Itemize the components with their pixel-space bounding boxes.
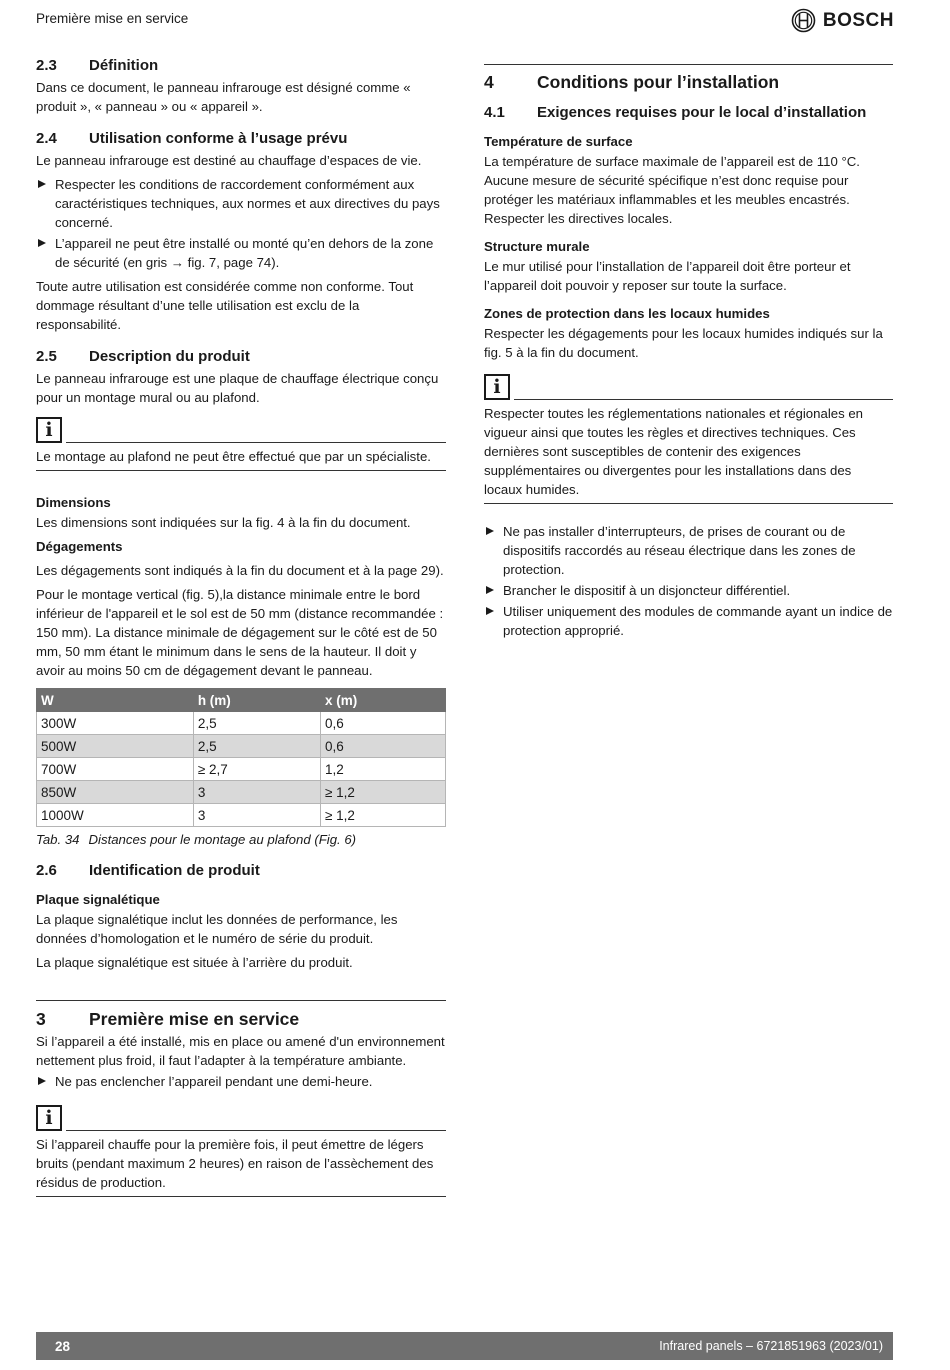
info-note	[36, 1105, 446, 1197]
clearances-heading: Dégagements	[36, 539, 123, 554]
right-column	[484, 64, 893, 645]
nameplate-text: La plaque signalétique inclut les données de performance, les données d’homologation et le numéro de série du produit.	[36, 912, 398, 946]
section-3-heading: 3 Première mise en service	[36, 1000, 446, 1029]
running-title: Première mise en service	[36, 11, 189, 26]
table-cell: ≥ 1,2	[321, 804, 446, 827]
section-2-3-heading: 2.3 Définition	[36, 57, 159, 74]
wall-structure-heading: Structure murale	[484, 239, 590, 254]
list-item: Ne pas installer d’interrupteurs, de prises de courant ou de dispositifs raccordés au réseau électrique dans les zones de protection.	[484, 522, 893, 579]
vertical-mounting-text: Pour le montage vertical (fig. 5),la distance minimale entre le bord inférieur de l'appareil et le sol est de 50 mm (distance recommandée : 150 mm). La distance minimale de dégagement sur le côté est de 50 mm, 50 mm étant le minimum dans le sens de la hauteur. Il doit y avoir au moins 50 cm de dégagement devant le panneau.	[36, 587, 444, 678]
section-2-5-heading: 2.5 Description du produit	[36, 348, 250, 365]
table-cell: 0,6	[321, 712, 446, 735]
nameplate-location-text: La plaque signalétique est située à l’arrière du produit.	[36, 955, 353, 970]
table-cell: ≥ 2,7	[193, 758, 320, 781]
table-cell: 3	[193, 804, 320, 827]
section-4-1-heading: 4.1 Exigences requises pour le local d’installation	[484, 104, 867, 121]
info-icon: i	[484, 374, 510, 400]
table-header-row	[37, 689, 446, 712]
table-cell: 300W	[37, 712, 194, 735]
column-header: x (m)	[321, 689, 446, 712]
wall-structure-text: Le mur utilisé pour l’installation de l’appareil doit être porteur et l’appareil doit pouvoir y reposer sur toute la surface.	[484, 259, 851, 293]
table-cell: 850W	[37, 781, 194, 804]
table-row	[37, 712, 446, 735]
bosch-logo	[791, 8, 894, 33]
product-description-text: Le panneau infrarouge est une plaque de chauffage électrique conçu pour un montage mural ou au plafond.	[36, 371, 439, 405]
intended-use-bullets	[36, 175, 446, 272]
table-cell: 700W	[37, 758, 194, 781]
wet-zones-heading: Zones de protection dans les locaux humides	[484, 306, 770, 321]
wet-zones-text: Respecter les dégagements pour les locaux humides indiqués sur la fig. 5 à la fin du document.	[484, 326, 883, 360]
table-cell: 0,6	[321, 735, 446, 758]
note-text: Si l’appareil chauffe pour la première fois, il peut émettre de légers bruits (pendant maximum 2 heures) en raison de l’assèchement des résidus de production.	[36, 1137, 434, 1190]
info-note	[36, 417, 446, 471]
column-header: W	[37, 689, 194, 712]
table-row	[37, 804, 446, 827]
table-cell: 1,2	[321, 758, 446, 781]
list-item: Utiliser uniquement des modules de commande ayant un indice de protection approprié.	[484, 602, 893, 640]
surface-temperature-text: La température de surface maximale de l’appareil est de 110 °C. Aucune mesure de sécurité spécifique n’est donc requise pour protéger les matériaux inflammables et les meubles encastrés. Respecter les directives locales.	[484, 154, 860, 226]
table-cell: 2,5	[193, 735, 320, 758]
left-column	[36, 56, 446, 1205]
note-rule	[66, 1130, 446, 1131]
page-number: 28	[55, 1338, 71, 1354]
section-2-6-heading: 2.6 Identification de produit	[36, 862, 260, 879]
table-row	[37, 781, 446, 804]
definition-text: Dans ce document, le panneau infrarouge est désigné comme « produit », « panneau » ou « appareil ».	[36, 80, 411, 114]
note-text: Le montage au plafond ne peut être effectué que par un spécialiste.	[36, 449, 431, 464]
brand-name: BOSCH	[822, 10, 894, 31]
table-cell: 3	[193, 781, 320, 804]
non-conform-use-text: Toute autre utilisation est considérée comme non conforme. Tout dommage résultant d’une telle utilisation est exclu de la responsabilité.	[36, 279, 414, 332]
table-row	[37, 735, 446, 758]
table-cell: 2,5	[193, 712, 320, 735]
nameplate-heading: Plaque signalétique	[36, 892, 160, 907]
note-rule	[66, 442, 446, 443]
section-4-heading: 4 Conditions pour l’installation	[484, 64, 893, 92]
info-icon: i	[36, 1105, 62, 1131]
column-header: h (m)	[193, 689, 320, 712]
note-rule	[514, 399, 893, 400]
page-footer	[36, 1332, 893, 1360]
installation-bullets	[484, 522, 893, 640]
clearances-text: Les dégagements sont indiqués à la fin du document et à la page 29).	[36, 563, 444, 578]
list-item: L’appareil ne peut être installé ou monté qu’en dehors de la zone de sécurité (en gris → fig. 7, page 74).	[36, 234, 446, 272]
table-cell: 1000W	[37, 804, 194, 827]
intended-use-text: Le panneau infrarouge est destiné au chauffage d’espaces de vie.	[36, 153, 422, 168]
note-text: Respecter toutes les réglementations nationales et régionales en vigueur ainsi que toutes les règles et directives techniques. Ces dernières sont susceptibles de contenir des exigences supplémentaires ou divergentes pour les installations dans des locaux humides.	[484, 406, 864, 497]
list-item: Ne pas enclencher l’appareil pendant une demi-heure.	[36, 1072, 446, 1091]
table-cell: ≥ 1,2	[321, 781, 446, 804]
bosch-armature-icon	[791, 8, 816, 33]
info-note	[484, 374, 893, 504]
dimensions-heading: Dimensions	[36, 495, 111, 510]
info-icon: i	[36, 417, 62, 443]
list-item: Brancher le dispositif à un disjoncteur différentiel.	[484, 581, 893, 600]
ceiling-distances-table	[36, 688, 446, 827]
first-start-bullets	[36, 1072, 446, 1091]
document-reference: Infrared panels – 6721851963 (2023/01)	[659, 1338, 883, 1353]
dimensions-text: Les dimensions sont indiquées sur la fig. 4 à la fin du document.	[36, 515, 411, 530]
first-start-text: Si l’appareil a été installé, mis en place ou amené d'un environnement nettement plus froid, il faut l’adapter à la température ambiante.	[36, 1034, 445, 1068]
surface-temperature-heading: Température de surface	[484, 134, 633, 149]
table-row	[37, 758, 446, 781]
section-2-4-heading: 2.4 Utilisation conforme à l’usage prévu	[36, 130, 348, 147]
table-cell: 500W	[37, 735, 194, 758]
table-caption: Tab. 34 Distances pour le montage au plafond (Fig. 6)	[36, 832, 357, 847]
list-item: Respecter les conditions de raccordement conformément aux caractéristiques techniques, aux normes et aux directives du pays concerné.	[36, 175, 446, 232]
